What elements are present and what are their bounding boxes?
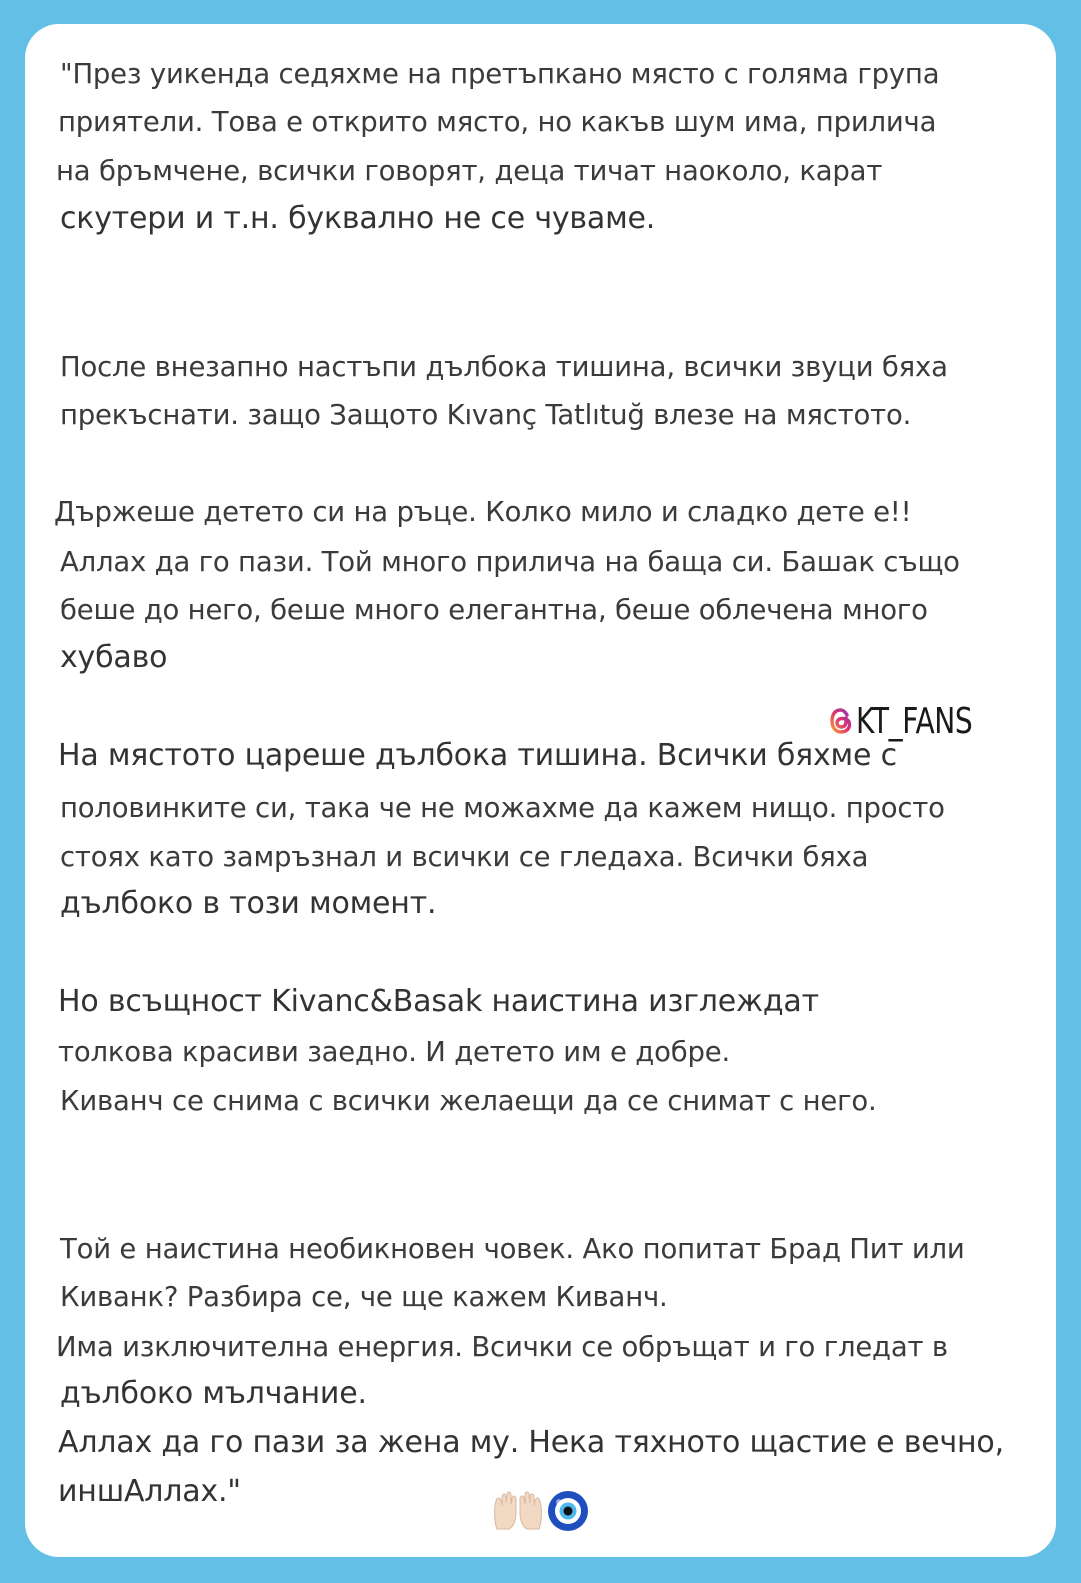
raising-hands-emoji	[491, 1491, 545, 1531]
threads-icon	[828, 706, 854, 736]
text-line: дълбоко мълчание.	[60, 1376, 367, 1411]
text-line: толкова красиви заедно. И детето им е добре.	[58, 1036, 730, 1068]
text-line: прекъснати. защо Защото Kıvanç Tatlıtuğ влезе на мястото.	[60, 399, 912, 431]
text-line: на бръмчене, всички говорят, деца тичат наоколо, карат	[56, 155, 883, 187]
text-line: Има изключителна енергия. Всички се обръщат и го гледат в	[56, 1331, 948, 1363]
text-line: стоях като замръзнал и всички се гледаха. Всички бяха	[60, 841, 869, 873]
message-card	[25, 24, 1056, 1557]
text-line: дълбоко в този момент.	[60, 886, 437, 921]
text-line: Държеше детето си на ръце. Колко мило и сладко дете е!!	[54, 496, 912, 528]
text-line: приятели. Това е открито място, но какъв шум има, прилича	[58, 106, 937, 138]
text-line: Той е наистина необикновен човек. Ако попитат Брад Пит или	[60, 1233, 965, 1265]
text-line: скутери и т.н. буквално не се чуваме.	[60, 201, 656, 236]
text-line: Киванч се снима с всички желаещи да се снимат с него.	[60, 1085, 877, 1117]
text-line: беше до него, беше много елегантна, беше облечена много	[60, 594, 928, 626]
text-line: иншАллах."	[58, 1474, 241, 1509]
text-line: Но всъщност Kivanc&Basak наистина изглеждат	[58, 984, 819, 1019]
text-line: На мястото цареше дълбока тишина. Всички бяхме с	[58, 738, 897, 773]
emoji-row	[491, 1490, 589, 1532]
text-line: хубаво	[60, 640, 168, 675]
watermark	[828, 699, 1005, 743]
watermark-text: KT_FANS	[856, 700, 973, 742]
text-line: "През уикенда седяхме на претъпкано място с голяма група	[60, 58, 940, 90]
text-line: После внезапно настъпи дълбока тишина, всички звуци бяха	[60, 351, 948, 383]
text-line: Аллах да го пази. Той много прилича на баща си. Башак също	[60, 546, 960, 578]
nazar-amulet-emoji	[547, 1490, 589, 1532]
text-line: Аллах да го пази за жена му. Нека тяхното щастие е вечно,	[58, 1425, 1004, 1460]
text-line: половинките си, така че не можахме да кажем нищо. просто	[60, 792, 945, 824]
text-line: Киванк? Разбира се, че ще кажем Киванч.	[60, 1281, 668, 1313]
